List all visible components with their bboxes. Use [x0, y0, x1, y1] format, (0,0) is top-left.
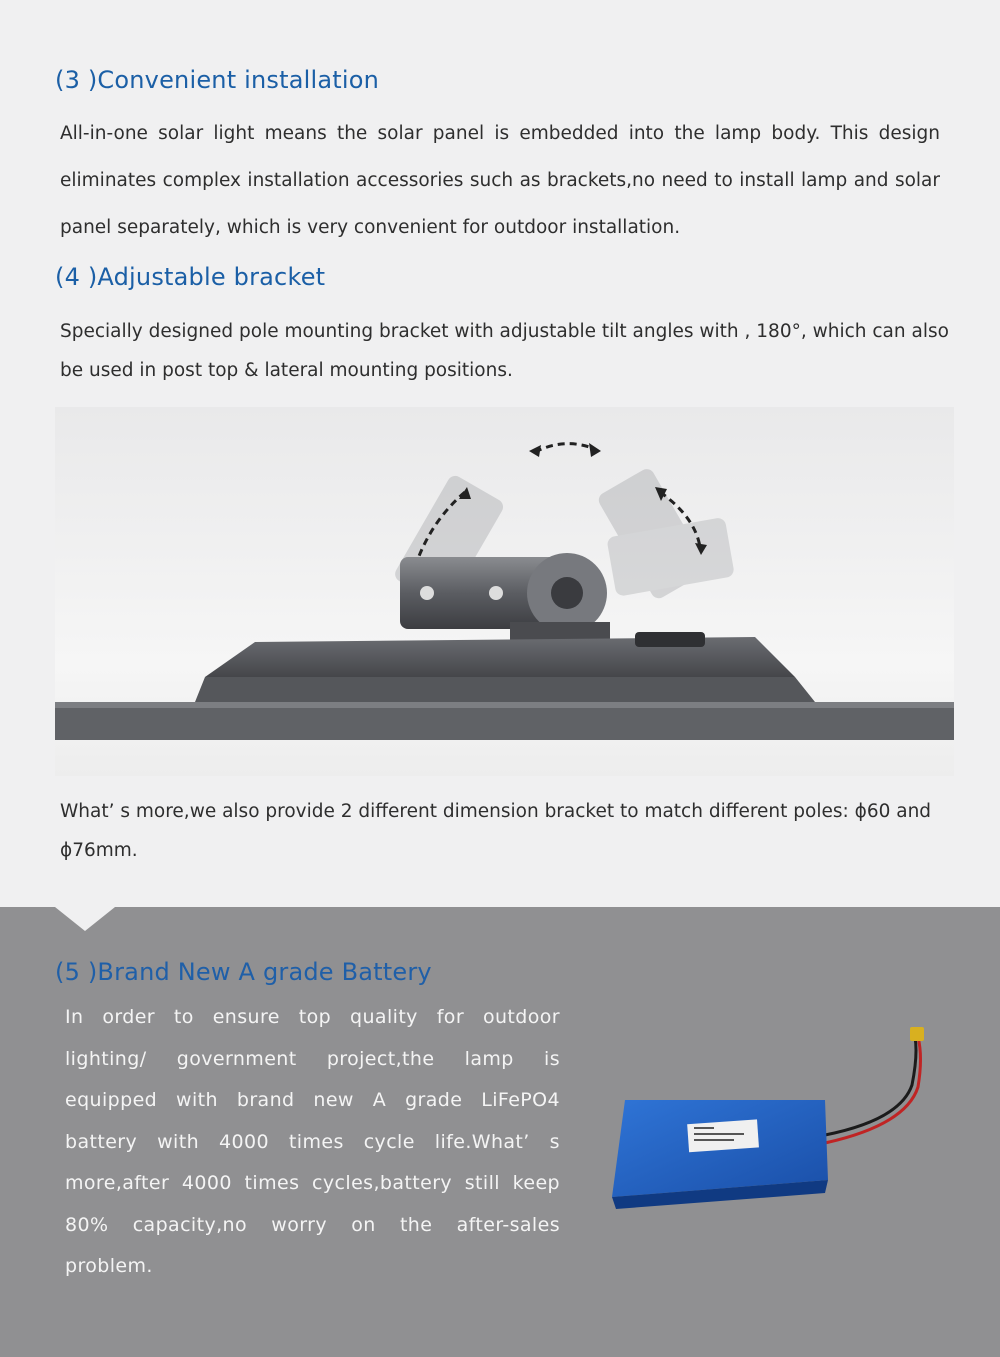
installation-heading: (3 )Convenient installation: [55, 66, 380, 94]
battery-pack-image: [600, 1025, 960, 1225]
bracket-text: Specially designed pole mounting bracket with adjustable tilt angles with , 180°, which can also be used in post top & lateral mounting positions.: [60, 321, 949, 381]
battery-heading: (5 )Brand New A grade Battery: [55, 958, 432, 986]
bracket-heading: (4 )Adjustable bracket: [55, 263, 326, 291]
bracket-tilt-photo: [55, 407, 954, 776]
section-notch: [55, 907, 115, 931]
battery-text: In order to ensure top quality for outdoor lighting/ government project,the lamp is equipped with brand new A grade LiFePO4 battery with 4000 times cycle life.What’ s more,after 4000 times cycles,battery still keep 80% capacity,no worry on the after-sales problem.: [65, 1006, 560, 1277]
installation-text: All-in-one solar light means the solar panel is embedded into the lamp body. This design eliminates complex installation accessories such as brackets,no need to install lamp and solar panel separately, which is very convenient for outdoor installation.: [60, 123, 940, 238]
battery-illustration: [600, 1025, 960, 1225]
bracket-dimension-note: What’ s more,we also provide 2 different dimension bracket to match different poles: ϕ60 and ϕ76mm.: [60, 801, 932, 861]
bracket-illustration: [55, 407, 954, 776]
